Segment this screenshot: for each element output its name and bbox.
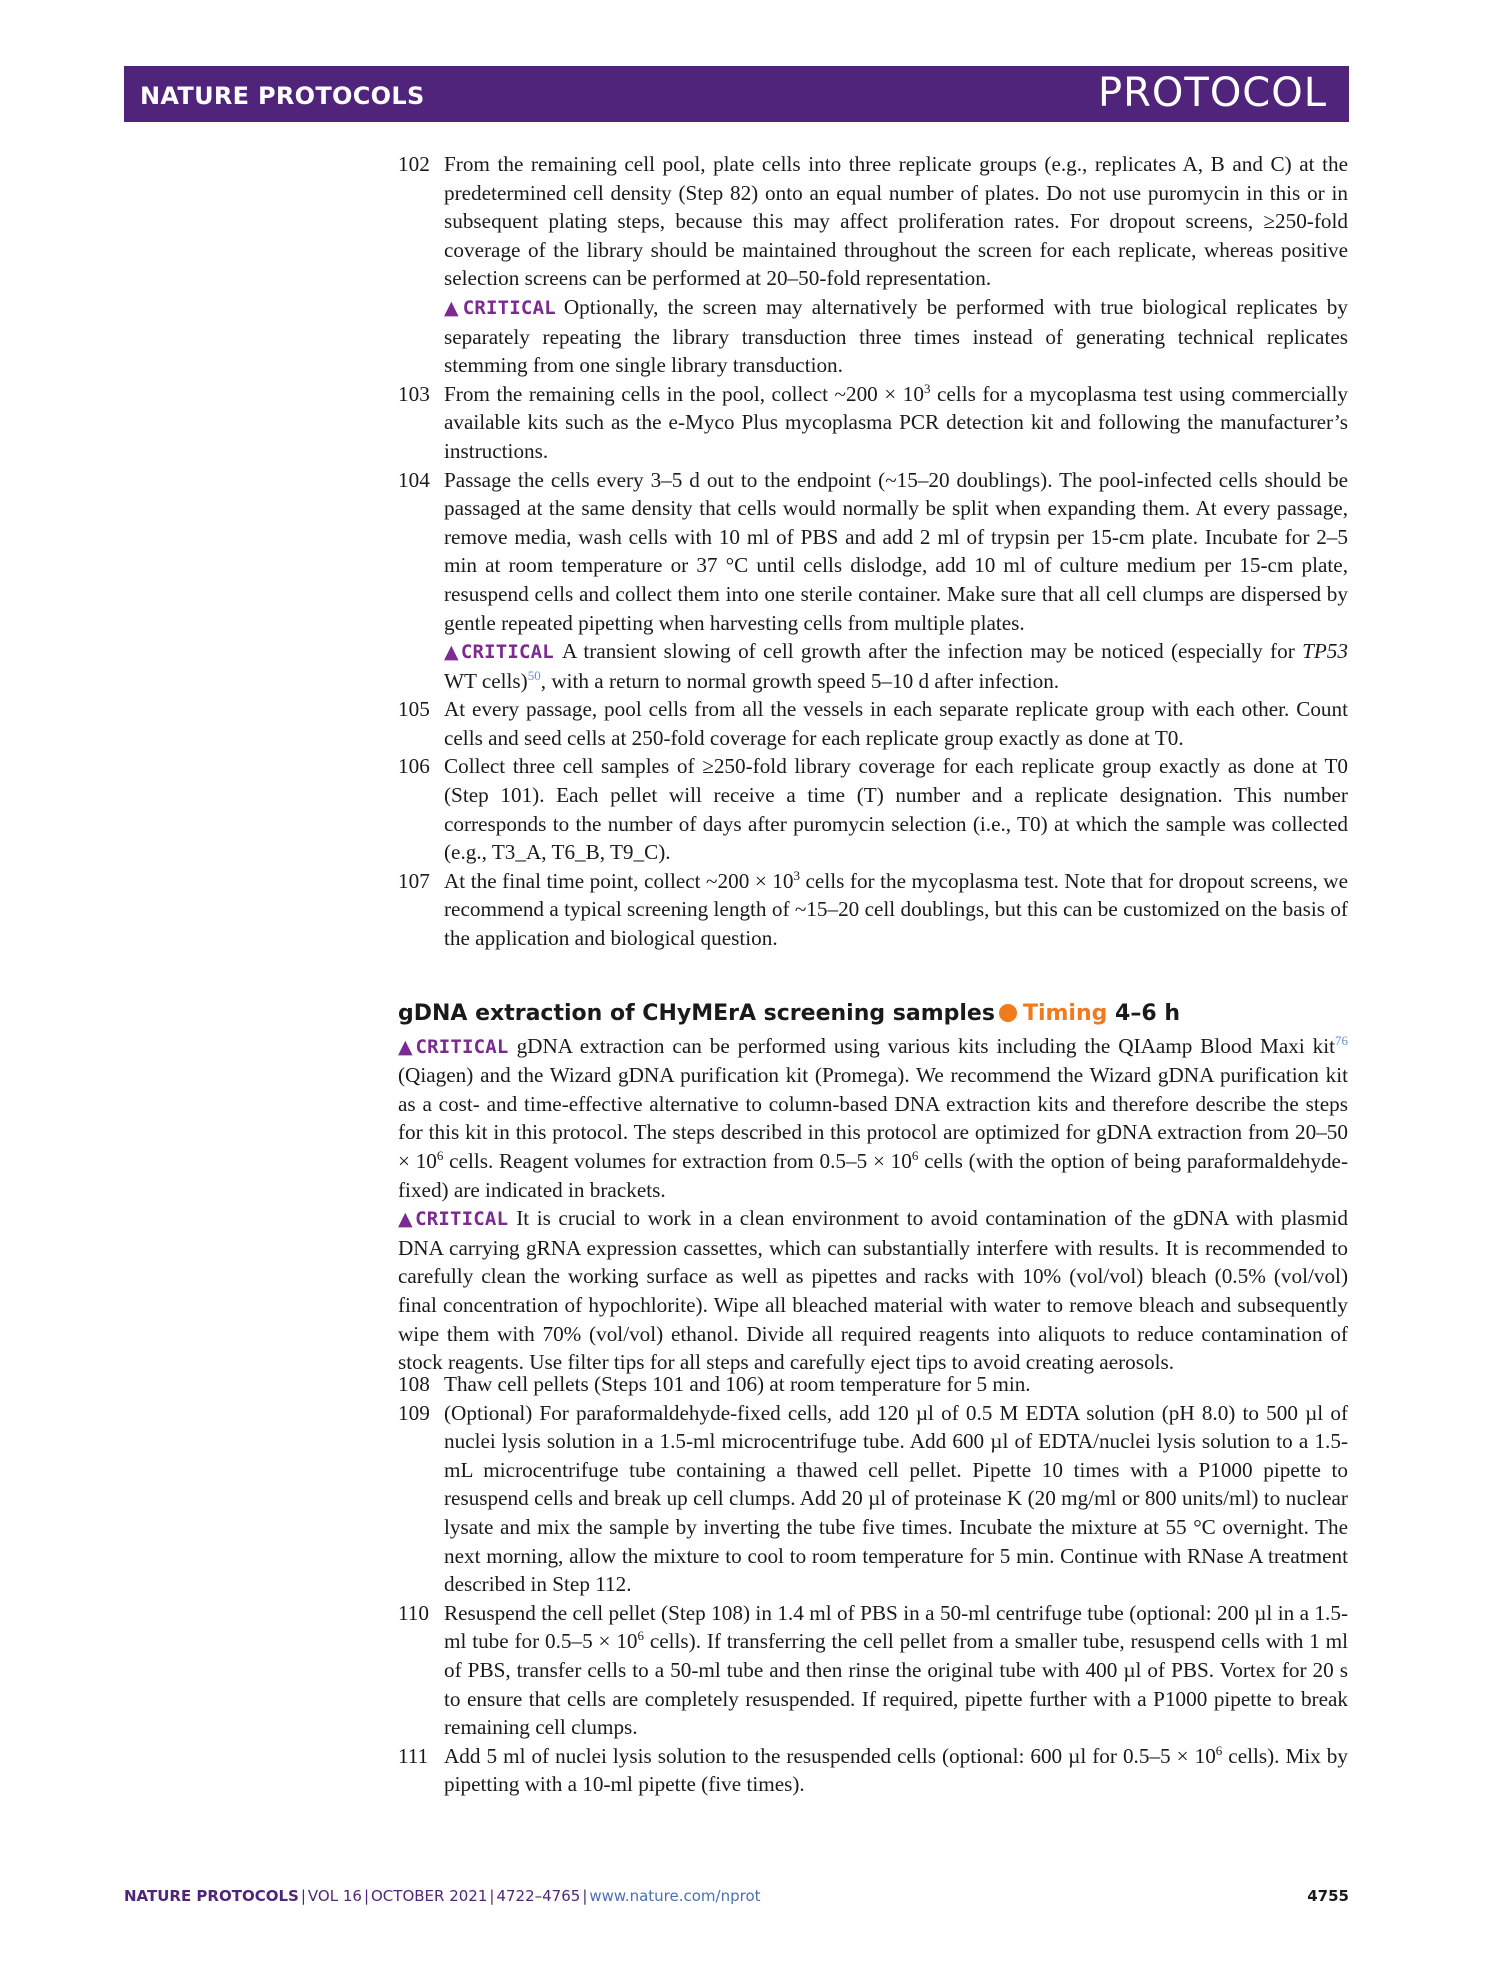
critical-text: gDNA extraction can be performed using various kits including the QIAamp Blood Maxi kit (516, 1033, 1336, 1058)
section-title (398, 1000, 1348, 1029)
journal-header-bar (124, 66, 1349, 122)
footer-separator: | (582, 1887, 588, 1905)
critical-text: Optionally, the screen may alternatively be performed with true biological replicates by separately repeating the library transduction three times instead of generating technical replicates stemming from one single library transduction. (444, 294, 1348, 378)
page-number: 4755 (1307, 1887, 1349, 1905)
step-number: 108 (398, 1372, 430, 1396)
footer-date: OCTOBER 2021 (371, 1887, 488, 1905)
critical-text-cont: WT cells) (444, 668, 528, 693)
superscript: 6 (1215, 1742, 1223, 1758)
superscript: 6 (637, 1628, 645, 1644)
step-text: Resuspend the cell pellet (Step 108) in 1.4 ml of PBS in a 50-ml centrifuge tube (optional: 200 µl in a 1.5-ml tube for 0.5–5 × 10 (444, 1600, 1348, 1654)
step-110 (398, 1599, 1348, 1742)
superscript: 3 (793, 867, 800, 883)
step-text-cont: cells). If transferring the cell pellet from a smaller tube, resuspend cells with 1 ml of PBS, transfer cells to a 50-ml tube and then rinse the original tube with 400 µl of PBS. Vortex for 20 s to ensure that cells are completely resuspended. If required, pipette further with a P1000 pipette to break remaining cell clumps. (444, 1629, 1349, 1740)
step-text: At every passage, pool cells from all the vessels in each separate replicate group with each other. Count cells and seed cells at 250-fold coverage for each replicate group exactly as done at T0. (444, 697, 1348, 750)
superscript: 6 (911, 1147, 919, 1163)
step-111 (398, 1742, 1348, 1799)
step-number: 111 (398, 1743, 429, 1768)
critical-label (398, 1036, 509, 1058)
step-text: From the remaining cell pool, plate cells into three replicate groups (e.g., replicates A, B and C) at the predetermined cell density (Step 82) onto an equal number of plates. Do not use puromycin in this or in subsequent plating steps, because this may affect proliferation rates. For dropout screens, ≥250-fold coverage of the library should be maintained throughout the screen for each replicate, whereas positive selection screens can be performed at 20–50-fold representation. (444, 152, 1348, 291)
warning-triangle-icon: ▲ (398, 1208, 416, 1231)
critical-note (444, 293, 1348, 380)
footer-separator: | (489, 1887, 495, 1905)
steps-list-a (398, 150, 1348, 953)
critical-note-1 (398, 1032, 1348, 1205)
reference-link[interactable]: 76 (1335, 1032, 1349, 1048)
gene-name: TP53 (1302, 639, 1348, 664)
section-title-text: gDNA extraction of CHyMErA screening samples (398, 1001, 995, 1026)
page-footer (124, 1887, 1349, 1905)
step-text-cont: cells for a mycoplasma test using commercially available kits such as the e-Myco Plus mycoplasma PCR detection kit and following the manufacturer’s instructions. (444, 381, 1348, 463)
warning-triangle-icon: ▲ (444, 641, 461, 664)
superscript: 6 (436, 1147, 444, 1163)
footer-pages: 4722–4765 (496, 1887, 581, 1905)
critical-label-text: CRITICAL (415, 1208, 509, 1231)
warning-triangle-icon: ▲ (444, 296, 463, 319)
critical-label (444, 641, 554, 663)
critical-label-text: CRITICAL (462, 296, 556, 319)
step-102 (398, 150, 1348, 380)
gdna-extraction-section (398, 1000, 1348, 1377)
step-103 (398, 380, 1348, 466)
step-109 (398, 1399, 1348, 1599)
step-text: At the final time point, collect ~200 × 10 (444, 868, 794, 893)
step-text: (Optional) For paraformaldehyde-fixed cells, add 120 µl of 0.5 M EDTA solution (pH 8.0) to 500 µl of nuclei lysis solution in a 1.5-ml microcentrifuge tube. Add 600 µl of EDTA/nuclei lysis solution to a 1.5-mL microcentrifuge tube containing a thawed cell pellet. Pipette 10 times with a P1000 pipette to resuspend cells and break up cell clumps. Add 20 µl of proteinase K (20 mg/ml or 800 units/ml) to nuclear lysate and mix the sample by inverting the tube five times. Incubate the mixture at 55 °C overnight. The next morning, allow the mixture to cool to room temperature for 5 min. Continue with RNase A treatment described in Step 112. (444, 1400, 1348, 1597)
step-text: From the remaining cells in the pool, collect ~200 × 10 (444, 381, 924, 406)
step-text-cont: cells). Mix by pipetting with a 10-ml pipette (five times). (444, 1743, 1348, 1797)
journal-name: NATURE PROTOCOLS (140, 82, 425, 110)
step-number: 107 (398, 868, 430, 893)
superscript: 3 (923, 380, 931, 396)
step-text: Add 5 ml of nuclei lysis solution to the resuspended cells (optional: 600 µl for 0.5–5 × 10 (444, 1743, 1216, 1768)
critical-label (398, 1208, 508, 1230)
article-type: PROTOCOL (1097, 70, 1327, 116)
step-text: Passage the cells every 3–5 d out to the endpoint (~15–20 doublings). The pool-infected cells should be passaged at the same density that cells would normally be split when expanding them. At every passage, remove media, wash cells with 10 ml of PBS and add 2 ml of trypsin per 15-cm plate. Incubate for 2–5 min at room temperature or 37 °C until cells dislodge, add 10 ml of culture medium per 15-cm plate, resuspend cells and collect them into one sterile container. Make sure that all cell clumps are dispersed by gentle repeated pipetting when harvesting cells from multiple plates. (444, 467, 1348, 635)
critical-text-cont: (Qiagen) and the Wizard gDNA purification kit (Promega). We recommend the Wizard gDNA purification kit as a cost- and time-effective alternative to column-based DNA extraction kits and therefore describe the steps for this kit in this protocol. The steps described in this protocol are optimized for gDNA extraction from 20–50 × 10 (398, 1063, 1348, 1173)
critical-text: It is crucial to work in a clean environment to avoid contamination of the gDNA with plasmid DNA carrying gRNA expression cassettes, which can substantially interfere with results. It is recommended to carefully clean the working surface as well as pipettes and racks with 10% (vol/vol) bleach (0.5% (vol/vol) final concentration of hypochlorite). Wipe all bleached material with water to remove bleach and subsequently wipe them with 70% (vol/vol) ethanol. Divide all required reagents into aliquots to reduce contamination of stock reagents. Use filter tips for all steps and carefully eject tips to avoid creating aerosols. (398, 1206, 1349, 1375)
step-text-cont: cells for the mycoplasma test. Note that for dropout screens, we recommend a typical screening length of ~15–20 cell doublings, but this can be customized on the basis of the application and biological question. (444, 868, 1348, 951)
timing-value: 4–6 h (1115, 1001, 1180, 1026)
timing-dot-icon (999, 1004, 1017, 1022)
timing-label: Timing (1022, 1001, 1108, 1026)
step-text: Collect three cell samples of ≥250-fold library coverage for each replicate group exactly as done at T0 (Step 101). Each pellet will receive a time (T) number and a replicate designation. This number corresponds to the number of days after puromycin selection (i.e., T0) at which the sample was collected (e.g., T3_A, T6_B, T9_C). (444, 754, 1348, 865)
critical-text: A transient slowing of cell growth after the infection may be noticed (especially for (561, 639, 1303, 664)
critical-note-2 (398, 1204, 1348, 1377)
step-108 (398, 1370, 1348, 1399)
step-106 (398, 752, 1348, 866)
critical-note (444, 637, 1348, 695)
step-107 (398, 867, 1348, 953)
step-text: Thaw cell pellets (Steps 101 and 106) at room temperature for 5 min. (444, 1372, 1031, 1396)
step-105 (398, 695, 1348, 752)
reference-link[interactable]: 50 (527, 667, 541, 683)
steps-list-b (398, 1370, 1348, 1799)
step-104 (398, 466, 1348, 696)
critical-label-text: CRITICAL (415, 1035, 509, 1058)
critical-text-end: , with a return to normal growth speed 5–10 d after infection. (540, 668, 1060, 693)
critical-text-cont2: cells. Reagent volumes for extraction from 0.5–5 × 10 (443, 1148, 912, 1173)
critical-label-text: CRITICAL (460, 641, 554, 664)
footer-separator: | (363, 1887, 369, 1905)
footer-separator: | (300, 1887, 306, 1905)
warning-triangle-icon: ▲ (398, 1035, 416, 1058)
step-number: 109 (398, 1400, 430, 1425)
step-number: 105 (398, 697, 430, 722)
step-number: 103 (398, 381, 430, 406)
step-number: 110 (398, 1600, 429, 1625)
step-number: 106 (398, 754, 430, 779)
step-number: 102 (398, 152, 430, 176)
step-number: 104 (398, 467, 430, 492)
critical-text-end: cells (with the option of being paraformaldehyde-fixed) are indicated in brackets. (398, 1148, 1349, 1202)
critical-label (444, 297, 556, 319)
footer-volume: VOL 16 (307, 1887, 362, 1905)
footer-url-link[interactable]: www.nature.com/nprot (589, 1887, 761, 1905)
footer-journal: NATURE PROTOCOLS (124, 1887, 299, 1905)
